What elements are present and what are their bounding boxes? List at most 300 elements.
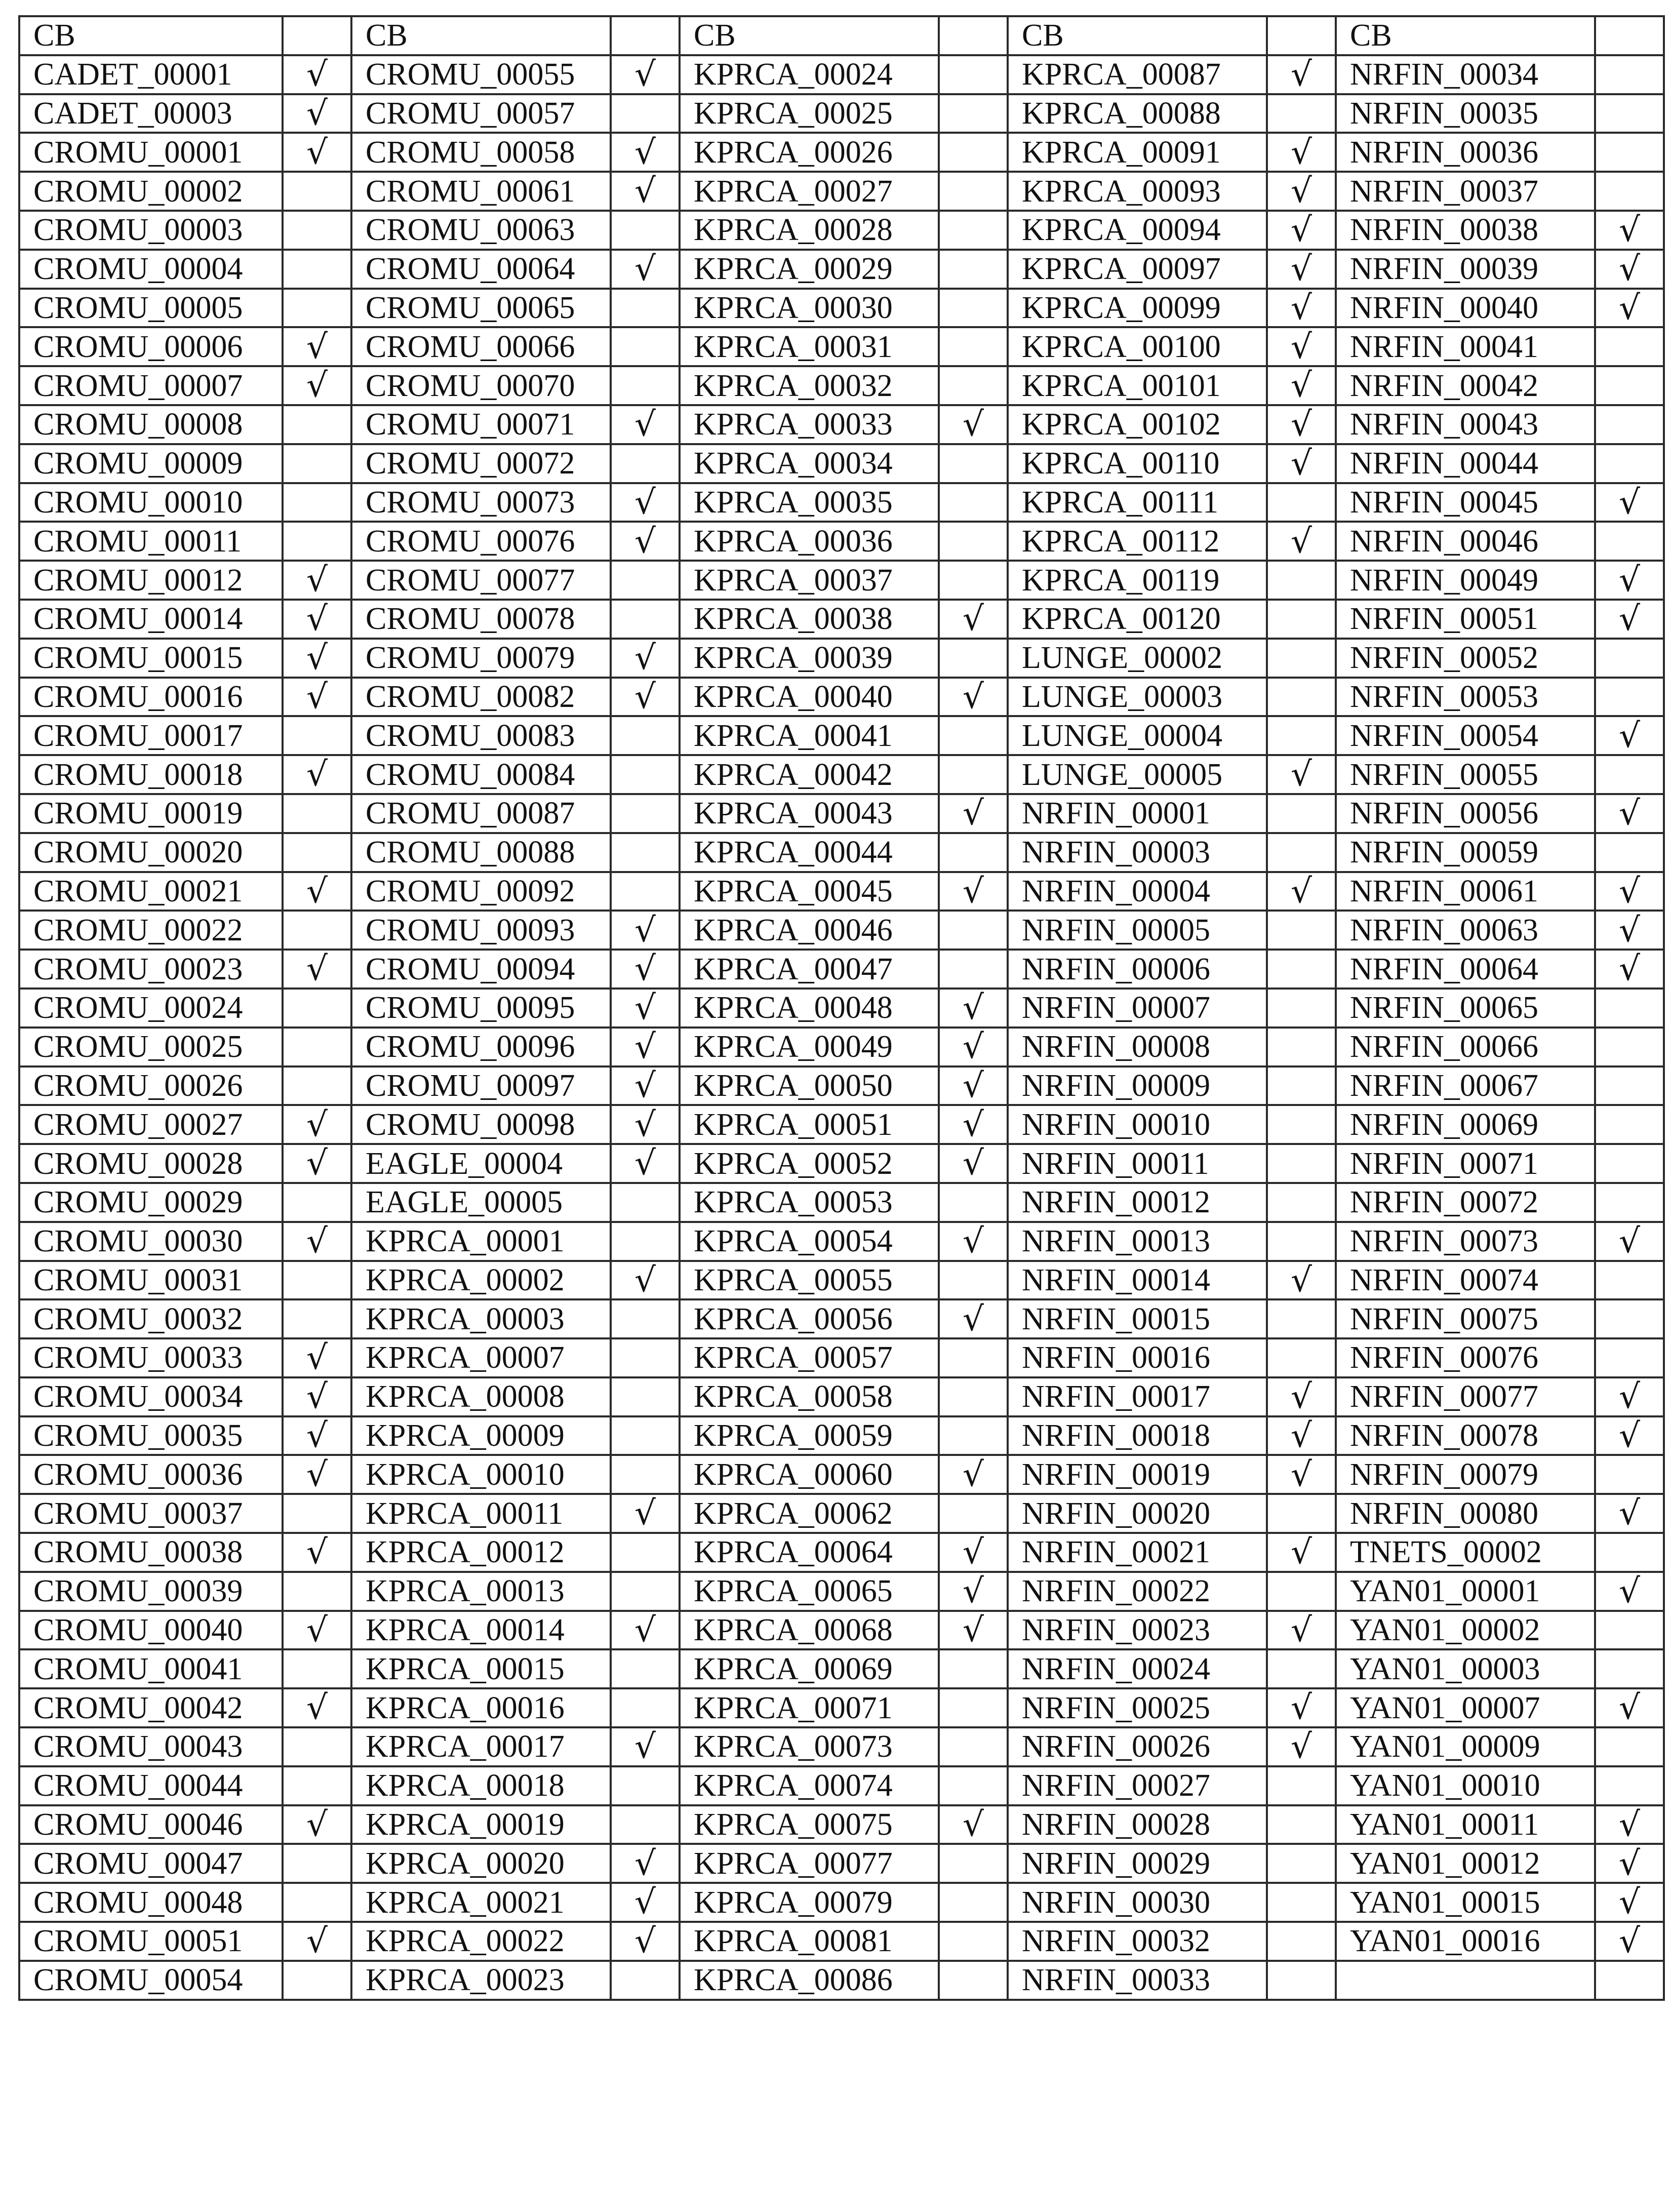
checkmark-icon: √ (611, 133, 680, 172)
checkmark-icon: √ (1595, 211, 1664, 250)
empty-mark-cell (1267, 639, 1336, 678)
table-row (19, 1183, 1664, 1222)
checkmark-icon: √ (611, 1066, 680, 1105)
checkmark-icon: √ (1595, 716, 1664, 755)
cb-name-cell: CROMU_00026 (19, 1066, 283, 1105)
cb-name-cell: NRFIN_00053 (1336, 678, 1595, 717)
table-body (19, 55, 1664, 2000)
cb-name-cell: CROMU_00097 (351, 1066, 611, 1105)
checkmark-icon: √ (939, 1222, 1008, 1261)
checkmark-icon: √ (283, 1611, 351, 1650)
checkmark-icon: √ (611, 172, 680, 211)
cb-name-cell: KPRCA_00093 (1008, 172, 1267, 211)
cb-name-cell: NRFIN_00024 (1008, 1649, 1267, 1688)
empty-mark-cell (1267, 794, 1336, 833)
table-row (19, 911, 1664, 950)
checkmark-icon: √ (611, 1494, 680, 1533)
cb-name-cell: CROMU_00035 (19, 1416, 283, 1455)
empty-mark-cell (611, 1416, 680, 1455)
cb-name-cell: NRFIN_00018 (1008, 1416, 1267, 1455)
cb-name-cell: CROMU_00061 (351, 172, 611, 211)
empty-mark-cell (283, 1961, 351, 2000)
checkmark-icon: √ (1267, 327, 1336, 366)
cb-name-cell: KPRCA_00102 (1008, 405, 1267, 444)
checkmark-icon: √ (283, 1338, 351, 1377)
empty-mark-cell (611, 94, 680, 133)
checkmark-icon: √ (1595, 1572, 1664, 1611)
cb-name-cell: CROMU_00033 (19, 1338, 283, 1377)
checkmark-icon: √ (283, 600, 351, 639)
checkmark-icon: √ (939, 794, 1008, 833)
cb-name-cell: KPRCA_00077 (680, 1844, 939, 1883)
empty-mark-cell (1595, 94, 1664, 133)
cb-name-cell: KPRCA_00065 (680, 1572, 939, 1611)
cb-name-cell: CROMU_00076 (351, 522, 611, 561)
empty-mark-cell (611, 1805, 680, 1844)
cb-name-cell: YAN01_00003 (1336, 1649, 1595, 1688)
checkmark-icon: √ (283, 755, 351, 794)
checkmark-icon: √ (939, 1805, 1008, 1844)
cb-name-cell: KPRCA_00014 (351, 1611, 611, 1650)
cb-name-cell: CROMU_00001 (19, 133, 283, 172)
empty-mark-cell (283, 1183, 351, 1222)
empty-mark-cell (611, 444, 680, 483)
cb-name-cell: KPRCA_00091 (1008, 133, 1267, 172)
checkmark-icon: √ (1267, 1611, 1336, 1650)
cb-name-cell: NRFIN_00052 (1336, 639, 1595, 678)
checkmark-icon: √ (611, 483, 680, 522)
cb-name-cell: KPRCA_00086 (680, 1961, 939, 2000)
cb-name-cell: KPRCA_00037 (680, 561, 939, 600)
empty-mark-cell (1595, 55, 1664, 94)
header-cb-3: CB (680, 16, 939, 55)
empty-mark-cell (939, 1183, 1008, 1222)
checkmark-icon: √ (1595, 950, 1664, 989)
cb-name-cell: CROMU_00042 (19, 1688, 283, 1727)
empty-mark-cell (939, 639, 1008, 678)
empty-mark-cell (611, 794, 680, 833)
cb-name-cell: NRFIN_00055 (1336, 755, 1595, 794)
cb-name-cell: NRFIN_00020 (1008, 1494, 1267, 1533)
table-row (19, 1299, 1664, 1338)
empty-mark-cell (1267, 1494, 1336, 1533)
cb-name-cell: KPRCA_00058 (680, 1377, 939, 1416)
empty-mark-cell (939, 950, 1008, 989)
cb-name-cell: KPRCA_00056 (680, 1299, 939, 1338)
cb-name-cell: CROMU_00016 (19, 678, 283, 717)
cb-name-cell: CROMU_00034 (19, 1377, 283, 1416)
empty-mark-cell (939, 1377, 1008, 1416)
checkmark-icon: √ (283, 678, 351, 717)
cb-name-cell: CROMU_00025 (19, 1028, 283, 1066)
empty-mark-cell (1595, 833, 1664, 872)
empty-mark-cell (283, 1572, 351, 1611)
cb-name-cell: NRFIN_00078 (1336, 1416, 1595, 1455)
empty-mark-cell (283, 716, 351, 755)
cb-name-cell: YAN01_00010 (1336, 1766, 1595, 1805)
checkmark-icon: √ (939, 1611, 1008, 1650)
empty-mark-cell (939, 1338, 1008, 1377)
empty-mark-cell (1595, 1766, 1664, 1805)
checkmark-icon: √ (283, 1144, 351, 1183)
cb-name-cell: CROMU_00031 (19, 1261, 283, 1300)
cb-name-cell: KPRCA_00047 (680, 950, 939, 989)
empty-mark-cell (939, 55, 1008, 94)
cb-name-cell: KPRCA_00054 (680, 1222, 939, 1261)
empty-mark-cell (1267, 1766, 1336, 1805)
cb-name-cell: CROMU_00036 (19, 1455, 283, 1494)
table-row (19, 1455, 1664, 1494)
checkmark-icon: √ (1595, 561, 1664, 600)
table-row (19, 872, 1664, 911)
table-row (19, 1572, 1664, 1611)
empty-mark-cell (283, 289, 351, 328)
table-row (19, 522, 1664, 561)
cb-name-cell: LUNGE_00005 (1008, 755, 1267, 794)
cb-name-cell: KPRCA_00027 (680, 172, 939, 211)
cb-name-cell: CROMU_00082 (351, 678, 611, 717)
empty-mark-cell (283, 211, 351, 250)
empty-mark-cell (1267, 1649, 1336, 1688)
cb-name-cell: NRFIN_00009 (1008, 1066, 1267, 1105)
cb-name-cell: KPRCA_00032 (680, 366, 939, 405)
cb-name-cell: KPRCA_00024 (680, 55, 939, 94)
cb-name-cell: NRFIN_00077 (1336, 1377, 1595, 1416)
empty-mark-cell (611, 833, 680, 872)
checkmark-icon: √ (283, 1922, 351, 1961)
cb-name-cell: YAN01_00011 (1336, 1805, 1595, 1844)
cb-name-cell: NRFIN_00038 (1336, 211, 1595, 250)
table-row (19, 1961, 1664, 2000)
cb-name-cell: CROMU_00010 (19, 483, 283, 522)
cb-name-cell: CROMU_00093 (351, 911, 611, 950)
table-row (19, 989, 1664, 1028)
cb-name-cell: CROMU_00095 (351, 989, 611, 1028)
checkmark-icon: √ (939, 1533, 1008, 1572)
cb-name-cell: KPRCA_00019 (351, 1805, 611, 1844)
table-row (19, 211, 1664, 250)
cb-name-cell: CROMU_00054 (19, 1961, 283, 2000)
cb-name-cell: NRFIN_00022 (1008, 1572, 1267, 1611)
cb-name-cell: CROMU_00040 (19, 1611, 283, 1650)
cb-name-cell: KPRCA_00111 (1008, 483, 1267, 522)
empty-mark-cell (939, 1727, 1008, 1766)
table-row (19, 1416, 1664, 1455)
table-row (19, 1766, 1664, 1805)
empty-mark-cell (283, 1494, 351, 1533)
empty-mark-cell (939, 133, 1008, 172)
cb-name-cell: KPRCA_00010 (351, 1455, 611, 1494)
checkmark-icon: √ (1267, 366, 1336, 405)
cb-name-cell: KPRCA_00043 (680, 794, 939, 833)
empty-mark-cell (1267, 950, 1336, 989)
empty-mark-cell (1595, 1338, 1664, 1377)
empty-mark-cell (283, 1844, 351, 1883)
cb-name-cell: CROMU_00048 (19, 1883, 283, 1922)
cb-name-cell: CROMU_00051 (19, 1922, 283, 1961)
cb-name-cell: CROMU_00022 (19, 911, 283, 950)
cb-name-cell: NRFIN_00051 (1336, 600, 1595, 639)
cb-name-cell: KPRCA_00073 (680, 1727, 939, 1766)
cb-name-cell: NRFIN_00065 (1336, 989, 1595, 1028)
table-row (19, 1261, 1664, 1300)
checkmark-icon: √ (1595, 1494, 1664, 1533)
cb-name-cell: NRFIN_00005 (1008, 911, 1267, 950)
checkmark-icon: √ (611, 250, 680, 289)
cb-name-cell: CROMU_00037 (19, 1494, 283, 1533)
checkmark-icon: √ (939, 1144, 1008, 1183)
cb-name-cell: NRFIN_00076 (1336, 1338, 1595, 1377)
cb-name-cell: CROMU_00038 (19, 1533, 283, 1572)
cb-name-cell: NRFIN_00040 (1336, 289, 1595, 328)
empty-mark-cell (1595, 1299, 1664, 1338)
cb-name-cell: NRFIN_00071 (1336, 1144, 1595, 1183)
cb-name-cell: KPRCA_00051 (680, 1105, 939, 1144)
table-row (19, 444, 1664, 483)
cb-name-cell: NRFIN_00016 (1008, 1338, 1267, 1377)
cb-name-cell: KPRCA_00087 (1008, 55, 1267, 94)
checkmark-icon: √ (939, 1105, 1008, 1144)
empty-mark-cell (611, 600, 680, 639)
cb-name-cell: NRFIN_00017 (1008, 1377, 1267, 1416)
cb-name-cell: NRFIN_00006 (1008, 950, 1267, 989)
empty-mark-cell (611, 872, 680, 911)
cb-name-cell: KPRCA_00049 (680, 1028, 939, 1066)
cb-name-cell: CROMU_00019 (19, 794, 283, 833)
empty-mark-cell (283, 1299, 351, 1338)
empty-mark-cell (611, 1533, 680, 1572)
table-row (19, 483, 1664, 522)
checkmark-icon: √ (939, 600, 1008, 639)
checkmark-icon: √ (283, 1455, 351, 1494)
cb-name-cell: NRFIN_00069 (1336, 1105, 1595, 1144)
checkmark-icon: √ (1595, 289, 1664, 328)
checkmark-icon: √ (611, 1922, 680, 1961)
table-row (19, 1922, 1664, 1961)
cb-name-cell: KPRCA_00074 (680, 1766, 939, 1805)
cb-name-cell: CROMU_00004 (19, 250, 283, 289)
cb-name-cell: KPRCA_00041 (680, 716, 939, 755)
cb-name-cell: CROMU_00014 (19, 600, 283, 639)
empty-mark-cell (283, 405, 351, 444)
checkmark-icon: √ (1267, 55, 1336, 94)
table-row (19, 1338, 1664, 1377)
cb-name-cell: NRFIN_00044 (1336, 444, 1595, 483)
empty-mark-cell (611, 1766, 680, 1805)
challenge-binary-table (18, 15, 1665, 2001)
cb-name-cell: NRFIN_00066 (1336, 1028, 1595, 1066)
checkmark-icon: √ (1595, 911, 1664, 950)
checkmark-icon: √ (1267, 872, 1336, 911)
empty-mark-cell (283, 172, 351, 211)
cb-name-cell: CROMU_00011 (19, 522, 283, 561)
cb-name-cell: NRFIN_00029 (1008, 1844, 1267, 1883)
empty-mark-cell (939, 289, 1008, 328)
checkmark-icon: √ (611, 1883, 680, 1922)
empty-mark-cell (1267, 716, 1336, 755)
checkmark-icon: √ (939, 1299, 1008, 1338)
cb-name-cell: KPRCA_00110 (1008, 444, 1267, 483)
empty-mark-cell (1595, 639, 1664, 678)
table-row (19, 561, 1664, 600)
empty-mark-cell (283, 989, 351, 1028)
cb-name-cell: CROMU_00009 (19, 444, 283, 483)
cb-name-cell: CROMU_00087 (351, 794, 611, 833)
empty-mark-cell (1267, 1883, 1336, 1922)
checkmark-icon: √ (1267, 1688, 1336, 1727)
cb-name-cell: KPRCA_00079 (680, 1883, 939, 1922)
empty-mark-cell (1595, 522, 1664, 561)
empty-mark-cell (939, 250, 1008, 289)
checkmark-icon: √ (1267, 1533, 1336, 1572)
cb-name-cell: KPRCA_00011 (351, 1494, 611, 1533)
cb-name-cell: LUNGE_00002 (1008, 639, 1267, 678)
cb-name-cell: NRFIN_00007 (1008, 989, 1267, 1028)
cb-name-cell (1336, 1961, 1595, 2000)
cb-name-cell: CROMU_00012 (19, 561, 283, 600)
cb-name-cell: KPRCA_00040 (680, 678, 939, 717)
cb-name-cell: KPRCA_00002 (351, 1261, 611, 1300)
table-row (19, 250, 1664, 289)
cb-name-cell: KPRCA_00003 (351, 1299, 611, 1338)
empty-mark-cell (1595, 1533, 1664, 1572)
cb-name-cell: KPRCA_00038 (680, 600, 939, 639)
cb-name-cell: KPRCA_00021 (351, 1883, 611, 1922)
empty-mark-cell (611, 327, 680, 366)
table-row (19, 1377, 1664, 1416)
cb-name-cell: KPRCA_00031 (680, 327, 939, 366)
checkmark-icon: √ (283, 94, 351, 133)
cb-name-cell: CROMU_00028 (19, 1144, 283, 1183)
empty-mark-cell (939, 1844, 1008, 1883)
empty-mark-cell (1267, 833, 1336, 872)
cb-name-cell: CROMU_00027 (19, 1105, 283, 1144)
cb-name-cell: KPRCA_00022 (351, 1922, 611, 1961)
checkmark-icon: √ (939, 1028, 1008, 1066)
checkmark-icon: √ (283, 133, 351, 172)
checkmark-icon: √ (1595, 483, 1664, 522)
cb-name-cell: CROMU_00007 (19, 366, 283, 405)
cb-name-cell: NRFIN_00054 (1336, 716, 1595, 755)
header-mark-2 (611, 16, 680, 55)
checkmark-icon: √ (611, 1261, 680, 1300)
cb-name-cell: KPRCA_00064 (680, 1533, 939, 1572)
cb-name-cell: KPRCA_00018 (351, 1766, 611, 1805)
checkmark-icon: √ (611, 55, 680, 94)
cb-name-cell: KPRCA_00050 (680, 1066, 939, 1105)
cb-name-cell: NRFIN_00063 (1336, 911, 1595, 950)
empty-mark-cell (283, 1028, 351, 1066)
cb-name-cell: CROMU_00083 (351, 716, 611, 755)
cb-name-cell: CROMU_00071 (351, 405, 611, 444)
header-mark-1 (283, 16, 351, 55)
cb-name-cell: NRFIN_00080 (1336, 1494, 1595, 1533)
table-row (19, 55, 1664, 94)
cb-name-cell: KPRCA_00069 (680, 1649, 939, 1688)
empty-mark-cell (939, 94, 1008, 133)
cb-name-cell: CROMU_00070 (351, 366, 611, 405)
cb-name-cell: CROMU_00043 (19, 1727, 283, 1766)
cb-name-cell: NRFIN_00023 (1008, 1611, 1267, 1650)
table-row (19, 133, 1664, 172)
cb-name-cell: KPRCA_00036 (680, 522, 939, 561)
table-header (19, 16, 1664, 55)
empty-mark-cell (1267, 1922, 1336, 1961)
empty-mark-cell (1267, 1105, 1336, 1144)
cb-name-cell: KPRCA_00081 (680, 1922, 939, 1961)
empty-mark-cell (611, 1377, 680, 1416)
cb-name-cell: NRFIN_00037 (1336, 172, 1595, 211)
cb-name-cell: KPRCA_00060 (680, 1455, 939, 1494)
checkmark-icon: √ (611, 1844, 680, 1883)
cb-name-cell: NRFIN_00025 (1008, 1688, 1267, 1727)
empty-mark-cell (611, 1455, 680, 1494)
checkmark-icon: √ (283, 366, 351, 405)
cb-name-cell: CROMU_00021 (19, 872, 283, 911)
cb-name-cell: NRFIN_00042 (1336, 366, 1595, 405)
table-row (19, 1688, 1664, 1727)
checkmark-icon: √ (283, 1688, 351, 1727)
empty-mark-cell (283, 1649, 351, 1688)
cb-name-cell: KPRCA_00034 (680, 444, 939, 483)
empty-mark-cell (611, 1222, 680, 1261)
checkmark-icon: √ (611, 1105, 680, 1144)
table-row (19, 1727, 1664, 1766)
empty-mark-cell (939, 483, 1008, 522)
checkmark-icon: √ (1595, 872, 1664, 911)
empty-mark-cell (939, 1922, 1008, 1961)
table-row (19, 950, 1664, 989)
table-row (19, 366, 1664, 405)
empty-mark-cell (1267, 911, 1336, 950)
empty-mark-cell (611, 1338, 680, 1377)
cb-name-cell: CROMU_00030 (19, 1222, 283, 1261)
cb-name-cell: KPRCA_00094 (1008, 211, 1267, 250)
empty-mark-cell (1595, 405, 1664, 444)
empty-mark-cell (611, 561, 680, 600)
cb-name-cell: NRFIN_00021 (1008, 1533, 1267, 1572)
cb-name-cell: KPRCA_00008 (351, 1377, 611, 1416)
empty-mark-cell (1595, 1727, 1664, 1766)
checkmark-icon: √ (283, 1805, 351, 1844)
cb-name-cell: KPRCA_00101 (1008, 366, 1267, 405)
empty-mark-cell (1267, 678, 1336, 717)
cb-name-cell: NRFIN_00035 (1336, 94, 1595, 133)
cb-name-cell: CADET_00003 (19, 94, 283, 133)
table-row (19, 1222, 1664, 1261)
checkmark-icon: √ (611, 950, 680, 989)
checkmark-icon: √ (611, 678, 680, 717)
cb-name-cell: NRFIN_00045 (1336, 483, 1595, 522)
table-row (19, 1028, 1664, 1066)
empty-mark-cell (1595, 989, 1664, 1028)
cb-name-cell: NRFIN_00026 (1008, 1727, 1267, 1766)
cb-name-cell: NRFIN_00003 (1008, 833, 1267, 872)
cb-name-cell: NRFIN_00056 (1336, 794, 1595, 833)
cb-name-cell: KPRCA_00035 (680, 483, 939, 522)
checkmark-icon: √ (1595, 1922, 1664, 1961)
cb-name-cell: CROMU_00096 (351, 1028, 611, 1066)
cb-name-cell: KPRCA_00007 (351, 1338, 611, 1377)
cb-name-cell: KPRCA_00119 (1008, 561, 1267, 600)
cb-name-cell: CROMU_00020 (19, 833, 283, 872)
cb-name-cell: NRFIN_00019 (1008, 1455, 1267, 1494)
checkmark-icon: √ (1267, 1455, 1336, 1494)
cb-name-cell: CADET_00001 (19, 55, 283, 94)
cb-name-cell: CROMU_00078 (351, 600, 611, 639)
empty-mark-cell (939, 1961, 1008, 2000)
cb-name-cell: KPRCA_00016 (351, 1688, 611, 1727)
